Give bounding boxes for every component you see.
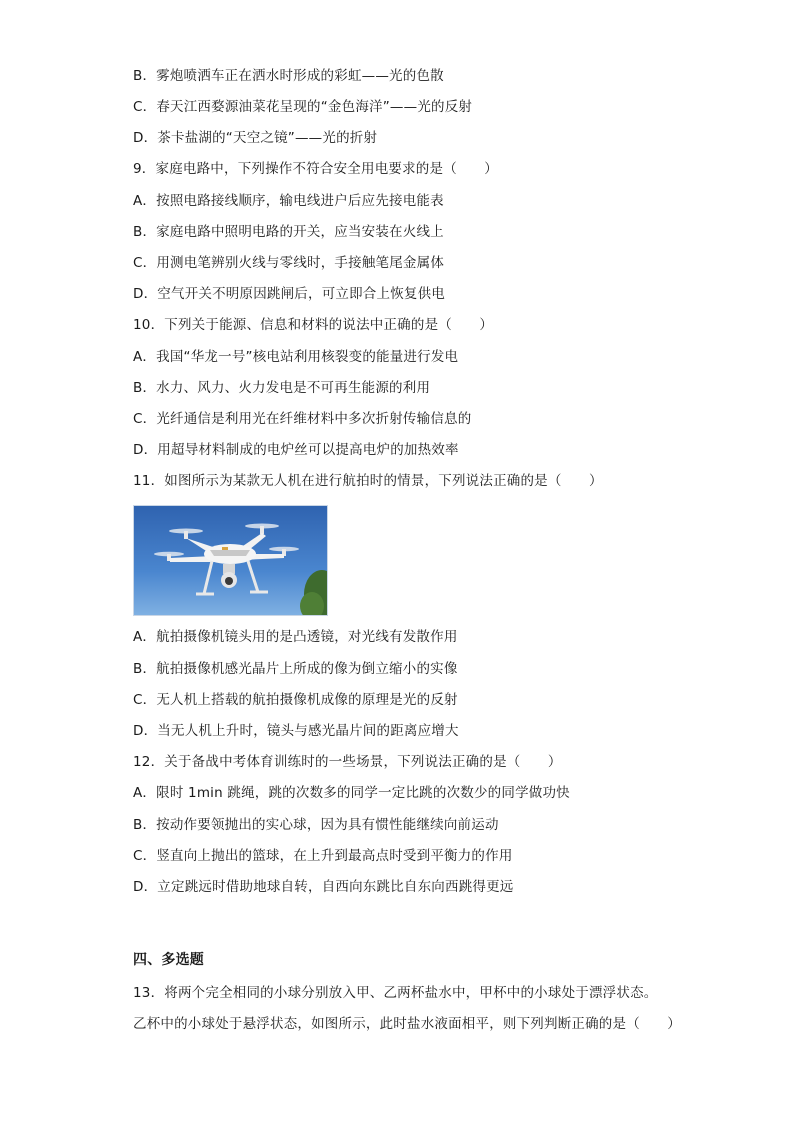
question-13: 13．将两个完全相同的小球分别放入甲、乙两杯盐水中，甲杯中的小球处于漂浮状态。 [133,985,658,1001]
option-12c: C．竖直向上抛出的篮球，在上升到最高点时受到平衡力的作用 [133,848,513,864]
option-8b: B．雾炮喷洒车正在洒水时形成的彩虹——光的色散 [133,68,444,84]
question-9: 9．家庭电路中，下列操作不符合安全用电要求的是（ ） [133,161,498,177]
question-10: 10．下列关于能源、信息和材料的说法中正确的是（ ） [133,317,494,333]
section-title-multiple-choice: 四、多选题 [133,952,204,968]
option-9d: D．空气开关不明原因跳闸后，可立即合上恢复供电 [133,286,445,302]
option-8c: C．春天江西婺源油菜花呈现的“金色海洋”——光的反射 [133,99,473,115]
option-9a: A．按照电路接线顺序，输电线进户后应先接电能表 [133,193,444,209]
option-9b: B．家庭电路中照明电路的开关，应当安装在火线上 [133,224,444,240]
option-8d: D．茶卡盐湖的“天空之镜”——光的折射 [133,130,378,146]
option-10a: A．我国“华龙一号”核电站利用核裂变的能量进行发电 [133,349,459,365]
option-10c: C．光纤通信是利用光在纤维材料中多次折射传输信息的 [133,411,472,427]
option-11c: C．无人机上搭载的航拍摄像机成像的原理是光的反射 [133,692,458,708]
option-12a: A．限时 1min 跳绳，跳的次数多的同学一定比跳的次数少的同学做功快 [133,785,570,801]
question-13-continued: 乙杯中的小球处于悬浮状态，如图所示，此时盐水液面相平，则下列判断正确的是（ ） [133,1016,681,1032]
option-9c: C．用测电笔辨别火线与零线时，手接触笔尾金属体 [133,255,445,271]
question-12: 12．关于备战中考体育训练时的一些场景，下列说法正确的是（ ） [133,754,562,770]
option-11d: D．当无人机上升时，镜头与感光晶片间的距离应增大 [133,723,459,739]
option-10d: D．用超导材料制成的电炉丝可以提高电炉的加热效率 [133,442,459,458]
option-10b: B．水力、风力、火力发电是不可再生能源的利用 [133,380,431,396]
option-11a: A．航拍摄像机镜头用的是凸透镜，对光线有发散作用 [133,629,458,645]
option-11b: B．航拍摄像机感光晶片上所成的像为倒立缩小的实像 [133,661,458,677]
question-11: 11．如图所示为某款无人机在进行航拍时的情景，下列说法正确的是（ ） [133,473,603,489]
option-12b: B．按动作要领抛出的实心球，因为具有惯性能继续向前运动 [133,817,499,833]
option-12d: D．立定跳远时借助地球自转，自西向东跳比自东向西跳得更远 [133,879,514,895]
drone-photo-icon [133,505,328,616]
